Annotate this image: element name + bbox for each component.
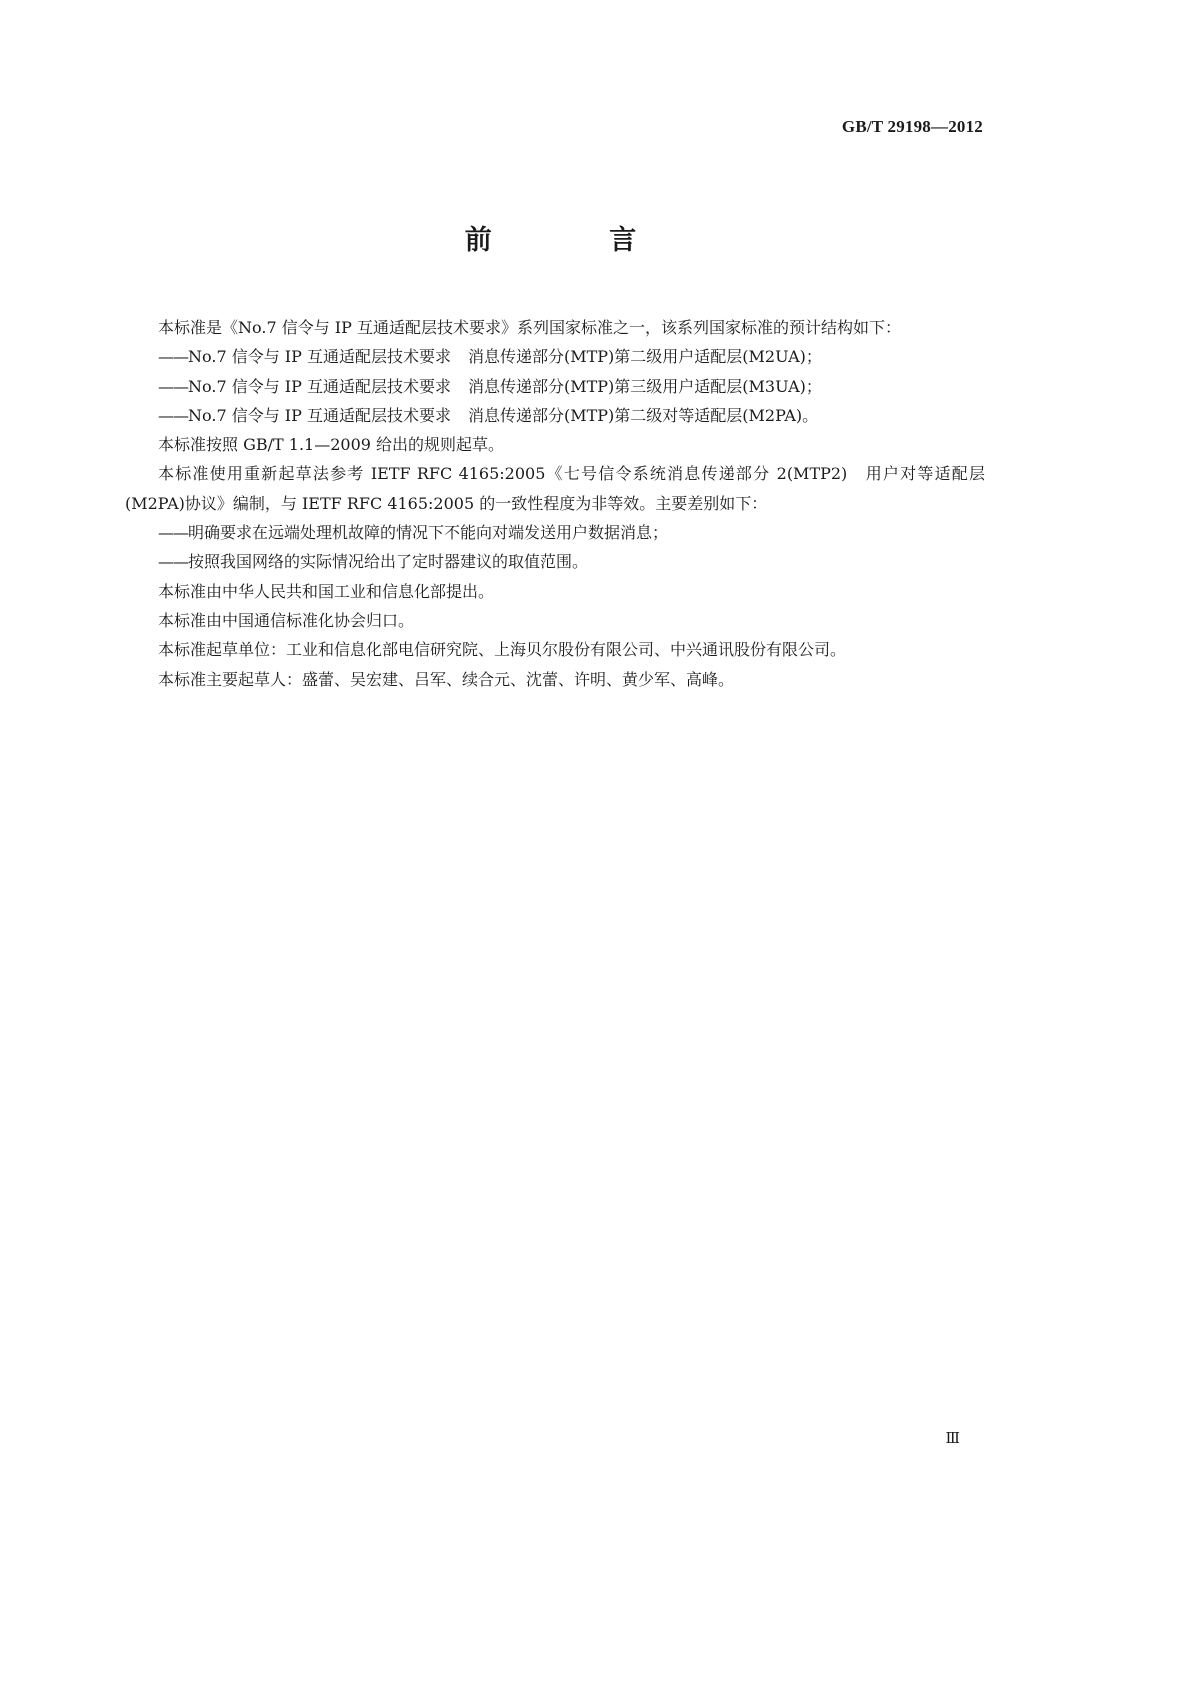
standard-code: GB/T 29198—2012 xyxy=(841,117,983,136)
difference-item-1 xyxy=(125,518,985,547)
drafters-paragraph: 本标准主要起草人：盛蕾、吴宏建、吕军、续合元、沈蕾、许明、黄少军、高峰。 xyxy=(158,669,735,689)
proposed-by-paragraph: 本标准由中华人民共和国工业和信息化部提出。 xyxy=(158,581,495,601)
series-item-m3ua xyxy=(125,372,985,401)
centralized-by-paragraph: 本标准由中国通信标准化协会归口。 xyxy=(158,610,415,630)
series-part: 消息传递部分(MTP)第二级对等适配层(M2PA)。 xyxy=(467,405,819,425)
difference-item-2 xyxy=(125,547,985,576)
difference-text: 明确要求在远端处理机故障的情况下不能向对端发送用户数据消息； xyxy=(188,523,669,543)
page-title: 前 言 xyxy=(464,225,691,256)
method-paragraph: 本标准使用重新起草法参考 IETF RFC 4165:2005《七号信令系统消息传递部分 2(MTP2) 用户对等适配层(M2PA)协议》编制，与 IETF RFC 4165:2005 的一致性程度为非等效。主要差别如下： xyxy=(125,464,985,513)
series-name: No.7 信令与 IP 互通适配层技术要求 xyxy=(188,376,451,396)
series-item-m2ua xyxy=(125,342,985,371)
dash-mark: —— xyxy=(158,552,188,572)
dash-mark: —— xyxy=(158,405,188,425)
series-item-m2pa xyxy=(125,401,985,430)
foreword-body xyxy=(125,313,985,694)
series-name: No.7 信令与 IP 互通适配层技术要求 xyxy=(188,405,451,425)
series-part: 消息传递部分(MTP)第三级用户适配层(M3UA)； xyxy=(467,376,822,396)
page-number: Ⅲ xyxy=(945,1431,960,1447)
dash-mark: —— xyxy=(158,347,188,367)
intro-paragraph: 本标准是《No.7 信令与 IP 互通适配层技术要求》系列国家标准之一，该系列国家标准的预计结构如下： xyxy=(158,318,901,337)
drafting-units-paragraph: 本标准起草单位：工业和信息化部电信研究院、上海贝尔股份有限公司、中兴通讯股份有限公司。 xyxy=(158,640,847,660)
drafting-rule-paragraph: 本标准按照 GB/T 1.1—2009 给出的规则起草。 xyxy=(158,435,505,455)
series-part: 消息传递部分(MTP)第二级用户适配层(M2UA)； xyxy=(467,347,822,367)
dash-mark: —— xyxy=(158,376,188,396)
difference-text: 按照我国网络的实际情况给出了定时器建议的取值范围。 xyxy=(188,552,589,572)
series-name: No.7 信令与 IP 互通适配层技术要求 xyxy=(188,347,451,367)
dash-mark: —— xyxy=(158,523,188,543)
